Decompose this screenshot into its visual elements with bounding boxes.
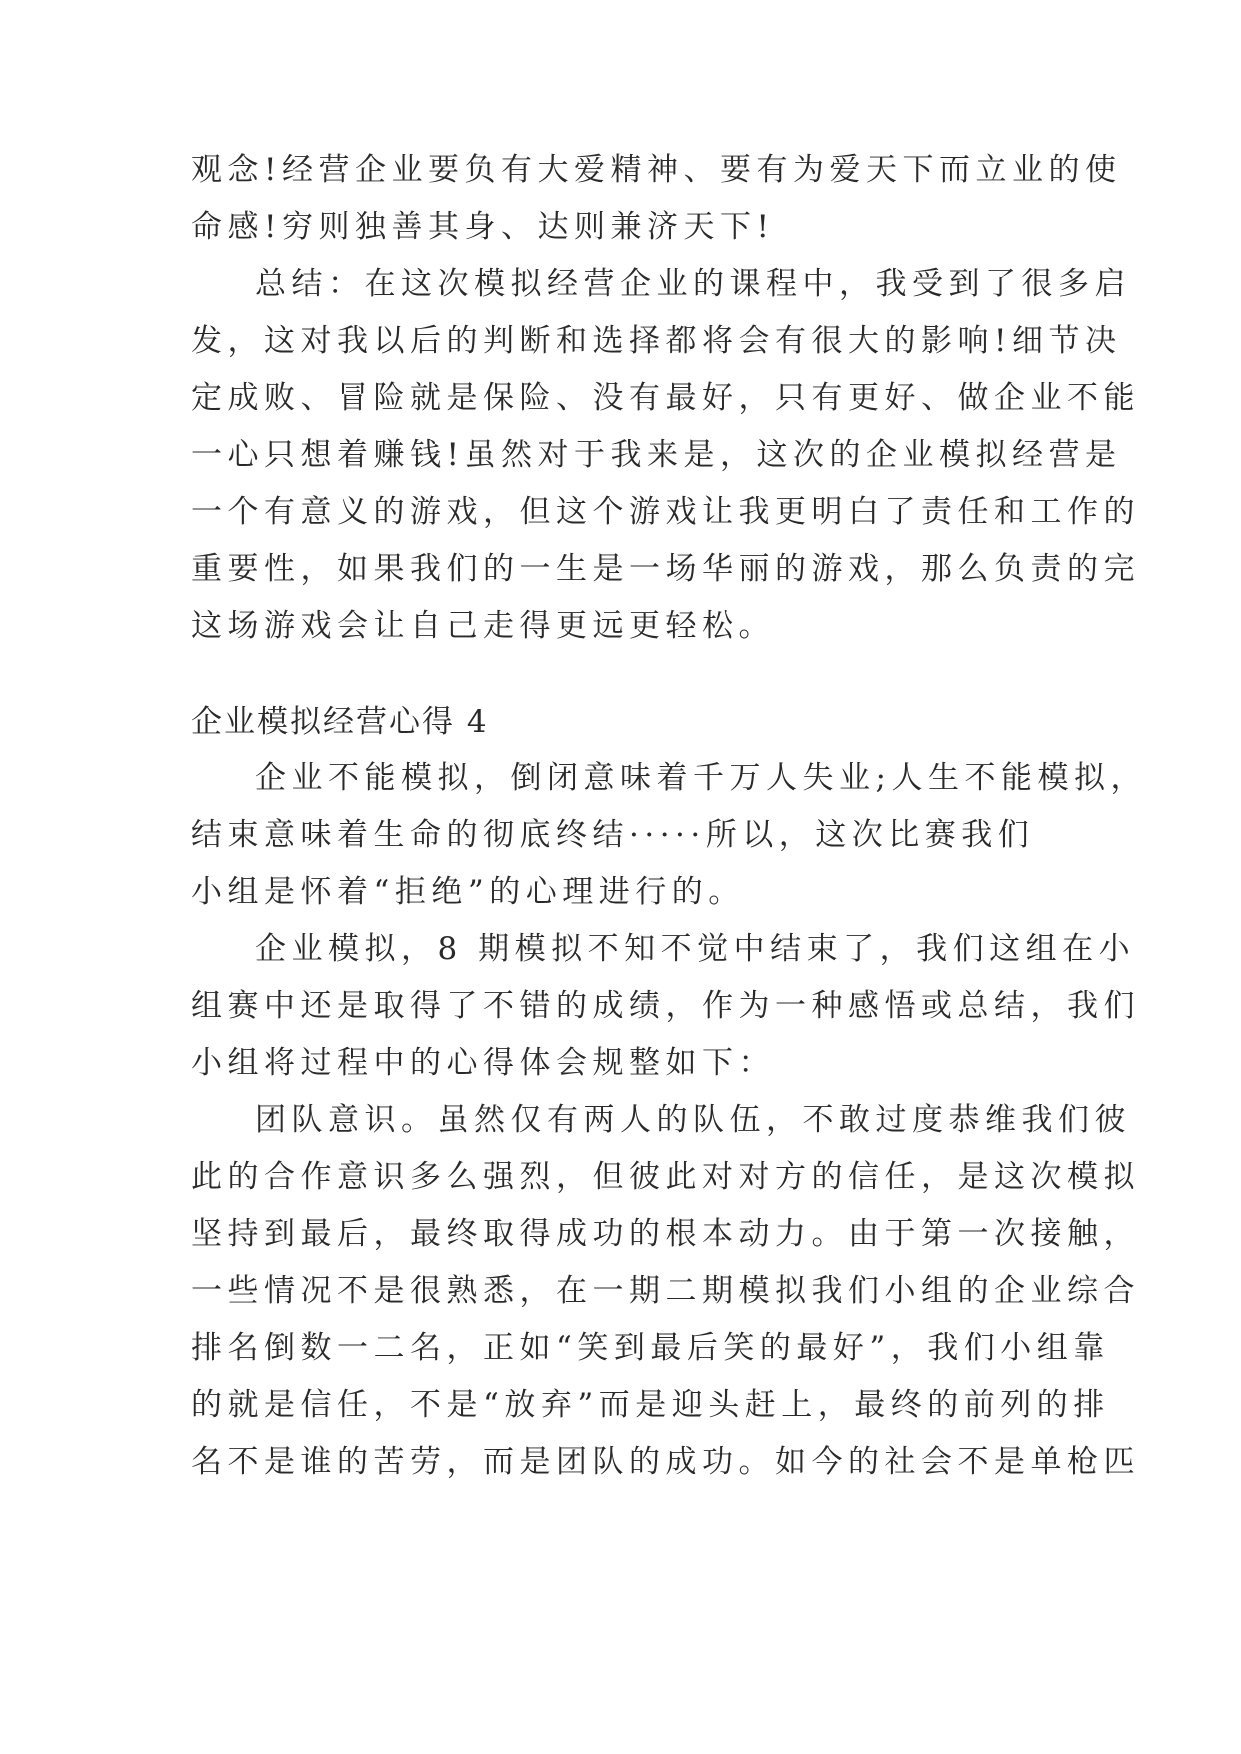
paragraph-line: 组赛中还是取得了不错的成绩，作为一种感悟或总结，我们 bbox=[191, 988, 1140, 1024]
paragraph-line: 的就是信任，不是“放弃”而是迎头赶上，最终的前列的排 bbox=[191, 1387, 1110, 1423]
paragraph-line: 一些情况不是很熟悉，在一期二期模拟我们小组的企业综合 bbox=[191, 1273, 1140, 1309]
paragraph-line: 此的合作意识多么强烈，但彼此对对方的信任，是这次模拟 bbox=[191, 1159, 1140, 1195]
paragraph-line: 名不是谁的苦劳，而是团队的成功。如今的社会不是单枪匹 bbox=[191, 1444, 1140, 1480]
paragraph-line: 重要性，如果我们的一生是一场华丽的游戏，那么负责的完 bbox=[191, 551, 1140, 587]
paragraph-line: 定成败、冒险就是保险、没有最好，只有更好、做企业不能 bbox=[191, 380, 1140, 416]
paragraph-line: 小组是怀着“拒绝”的心理进行的。 bbox=[191, 874, 745, 910]
paragraph-line: 坚持到最后，最终取得成功的根本动力。由于第一次接触， bbox=[191, 1216, 1140, 1252]
section-heading: 企业模拟经营心得 4 bbox=[191, 704, 489, 740]
paragraph-line: 一个有意义的游戏，但这个游戏让我更明白了责任和工作的 bbox=[191, 494, 1140, 530]
paragraph-line: 排名倒数一二名，正如“笑到最后笑的最好”，我们小组靠 bbox=[191, 1330, 1110, 1366]
paragraph-line: 企业模拟，8 期模拟不知不觉中结束了，我们这组在小 bbox=[255, 931, 1136, 967]
paragraph-line: 结束意味着生命的彻底终结·····所以，这次比赛我们 bbox=[191, 817, 1035, 853]
paragraph-line: 观念!经营企业要负有大爱精神、要有为爱天下而立业的使 bbox=[191, 152, 1122, 188]
paragraph-line: 命感!穷则独善其身、达则兼济天下! bbox=[191, 209, 775, 245]
paragraph-line: 企业不能模拟，倒闭意味着千万人失业;人生不能模拟， bbox=[255, 760, 1147, 796]
paragraph-line: 发，这对我以后的判断和选择都将会有很大的影响!细节决 bbox=[191, 323, 1122, 359]
paragraph-line: 总结：在这次模拟经营企业的课程中，我受到了很多启 bbox=[255, 266, 1131, 302]
paragraph-line: 一心只想着赚钱!虽然对于我来是，这次的企业模拟经营是 bbox=[191, 437, 1122, 473]
paragraph-line: 这场游戏会让自己走得更远更轻松。 bbox=[191, 608, 775, 644]
paragraph-line: 小组将过程中的心得体会规整如下： bbox=[191, 1045, 775, 1081]
paragraph-line: 团队意识。虽然仅有两人的队伍，不敢过度恭维我们彼 bbox=[255, 1102, 1131, 1138]
